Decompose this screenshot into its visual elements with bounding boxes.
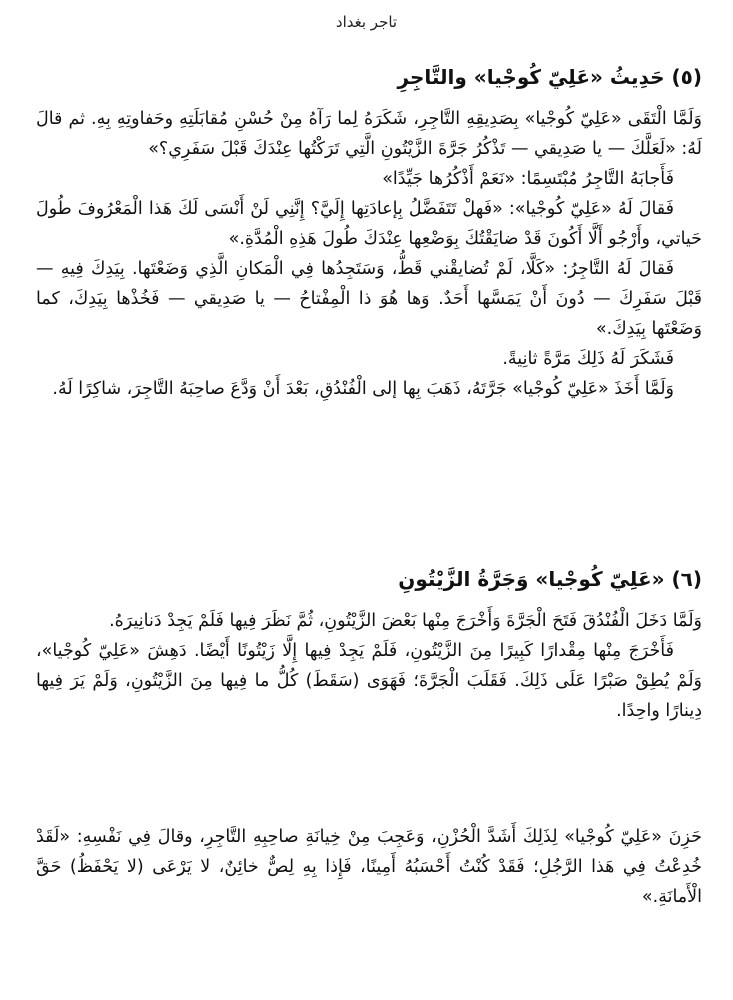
paragraph: فَأَجابَهُ التَّاجِرُ مُبْتَسِمًا: «نَعَمْ أَذْكُرُها جَيِّدًا» — [382, 169, 674, 189]
section-heading: (٦) «عَلِيّ كُوجْيا» وَجَرَّةُ الزَّيْتُونِ — [398, 567, 702, 591]
closing-section — [36, 822, 702, 912]
paragraph: حَزِنَ «عَلِيّ كُوجْيا» لِذَلِكَ أَشَدَّ الْحُزْنِ، وَعَجِبَ مِنْ خِيانَةِ صاحِبِهِ التَّاجِرِ، وقالَ فِي نَفْسِهِ: «لَقَدْ خُدِعْتُ فِي هَذا الرَّجُلِ؛ فَقَدْ كُنْتُ أَحْسَبُهُ أَمِينًا، فَإِذا بِهِ لِصٌّ خائِنٌ، لا يَرْعَى (لا يَحْفَظُ) حَقَّ الْأَمانَةِ.» — [36, 827, 702, 907]
paragraph: وَلَمَّا أَخَذَ «عَلِيّ كُوجْيا» جَرَّتَهُ، ذَهَبَ بِها إلى الْفُنْدُقِ، بَعْدَ أَنْ وَدَّعَ صاحِبَهُ التَّاجِرَ، شاكِرًا لَهُ. — [52, 379, 674, 399]
section-6 — [36, 564, 702, 726]
paragraph: فَأَخْرَجَ مِنْها مِقْدارًا كَبِيرًا مِنَ الزَّيْتُونِ، فَلَمْ يَجِدْ فِيها إِلَّا زَيْتُونًا أَيْضًا. دَهِشَ «عَلِيّ كُوجْيا»، وَلَمْ يُطِقْ صَبْرًا عَلَى ذَلِكَ. فَقَلَبَ الْجَرَّةَ؛ فَهَوَى (سَقَطَ) كُلُّ ما فِيها مِنَ الزَّيْتُونِ، وَلَمْ يَرَ فِيها دِينارًا واحِدًا. — [36, 641, 702, 721]
paragraph: فَشَكَرَ لَهُ ذَلِكَ مَرَّةً ثانِيةً. — [502, 349, 674, 369]
paragraph: فَقالَ لَهُ التَّاجِرُ: «كَلَّا، لَمْ تُضايقْني قَطُّ، وَسَتَجِدُها فِي الْمَكانِ الَّذِي وَضَعْتَها. بِيَدِكَ فِيهِ — قَبْلَ سَفَرِكَ — دُونَ أَنْ يَمَسَّها أَحَدٌ. وَها هُوَ ذا الْمِفْتاحُ — يا صَدِيقي — فَخُذْها بِيَدِكَ، كما وَضَعْتَها بِيَدِكَ.» — [36, 259, 702, 339]
running-head: تاجر بغداد — [335, 13, 398, 31]
paragraph: وَلَمَّا الْتَقَى «عَلِيّ كُوجْيا» بِصَدِيقِهِ التَّاجِرِ، شَكَرَهُ لِما رَآهُ مِنْ حُسْنِ مُقابَلَتِهِ وحَفاوتِهِ بِهِ. ثم قالَ لَهُ: «لَعَلَّكَ — يا صَدِيقي — تَذْكُرُ جَرَّةَ الزَّيْتُونِ الَّتِي تَرَكْتُها عِنْدَكَ قَبْلَ سَفَرِي؟» — [36, 109, 702, 159]
paragraph: وَلَمَّا دَخَلَ الْفُنْدُقَ فَتَحَ الْجَرَّةَ وَأَخْرَجَ مِنْها بَعْضَ الزَّيْتُونِ، ثُمَّ نَظَرَ فِيها فَلَمْ يَجِدْ دَنانِيرَهُ. — [109, 611, 702, 631]
section-5 — [36, 62, 702, 404]
section-heading: (٥) حَدِيثُ «عَلِيّ كُوجْيا» والتَّاجِرِ — [397, 65, 702, 89]
paragraph: فَقالَ لَهُ «عَلِيّ كُوجْيا»: «فَهلْ تَتَفَضَّلُ بِإعادَتِها إِلَيَّ؟ إِنَّنِي لَنْ أَنْسَى لَكَ هَذا الْمَعْرُوفَ طُولَ حَياتي، وأَرْجُو أَلَّا أَكُونَ قَدْ ضايَقْتُكَ بِوَضْعِها عِنْدَكَ طُولَ هَذِهِ الْمُدَّةِ.» — [36, 199, 702, 249]
